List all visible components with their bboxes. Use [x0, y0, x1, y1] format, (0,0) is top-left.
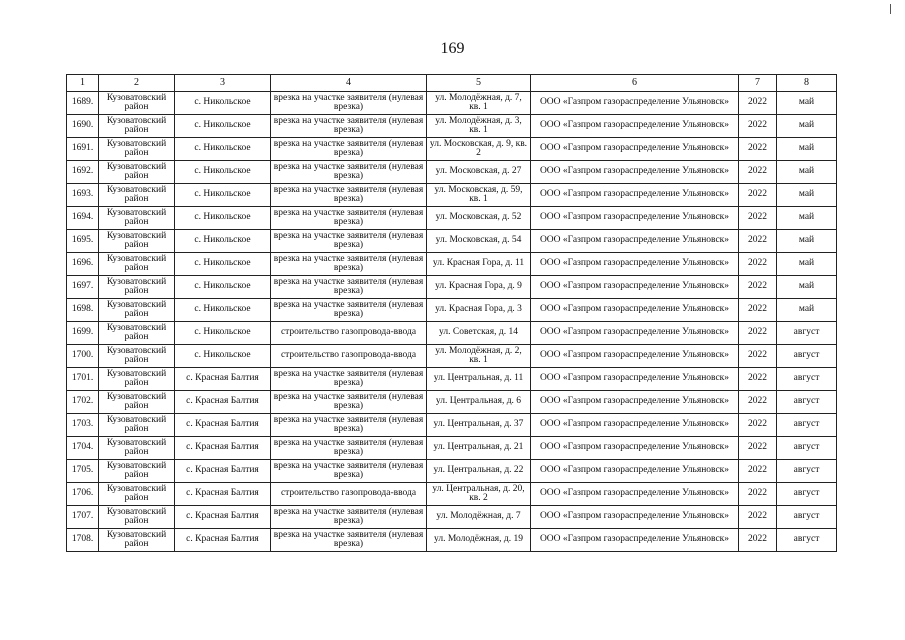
- address-cell: ул. Молодёжная, д. 3, кв. 1: [427, 115, 531, 138]
- month-cell: август: [777, 345, 837, 368]
- year-cell: 2022: [739, 138, 777, 161]
- district-cell: Кузоватовский район: [99, 437, 175, 460]
- table-row: [67, 437, 837, 460]
- work-type-cell: врезка на участке заявителя (нулевая врезка): [271, 161, 427, 184]
- district-cell: Кузоватовский район: [99, 138, 175, 161]
- table-row: [67, 345, 837, 368]
- row-number: 1702.: [67, 391, 99, 414]
- year-cell: 2022: [739, 414, 777, 437]
- organization-cell: ООО «Газпром газораспределение Ульяновск»: [531, 184, 739, 207]
- column-header: 5: [427, 75, 531, 92]
- table-row: [67, 483, 837, 506]
- settlement-cell: с. Никольское: [175, 299, 271, 322]
- row-number: 1705.: [67, 460, 99, 483]
- district-cell: Кузоватовский район: [99, 529, 175, 552]
- row-number: 1698.: [67, 299, 99, 322]
- district-cell: Кузоватовский район: [99, 115, 175, 138]
- row-number: 1701.: [67, 368, 99, 391]
- district-cell: Кузоватовский район: [99, 299, 175, 322]
- work-type-cell: врезка на участке заявителя (нулевая врезка): [271, 391, 427, 414]
- work-type-cell: строительство газопровода-ввода: [271, 345, 427, 368]
- table-row: [67, 138, 837, 161]
- settlement-cell: с. Никольское: [175, 253, 271, 276]
- month-cell: август: [777, 460, 837, 483]
- organization-cell: ООО «Газпром газораспределение Ульяновск»: [531, 345, 739, 368]
- address-cell: ул. Московская, д. 27: [427, 161, 531, 184]
- address-cell: ул. Молодёжная, д. 7: [427, 506, 531, 529]
- column-header: 2: [99, 75, 175, 92]
- month-cell: май: [777, 138, 837, 161]
- row-number: 1693.: [67, 184, 99, 207]
- organization-cell: ООО «Газпром газораспределение Ульяновск»: [531, 414, 739, 437]
- district-cell: Кузоватовский район: [99, 253, 175, 276]
- organization-cell: ООО «Газпром газораспределение Ульяновск»: [531, 92, 739, 115]
- work-type-cell: строительство газопровода-ввода: [271, 322, 427, 345]
- header-row: [67, 75, 837, 92]
- address-cell: ул. Московская, д. 52: [427, 207, 531, 230]
- address-cell: ул. Красная Гора, д. 3: [427, 299, 531, 322]
- address-cell: ул. Московская, д. 59, кв. 1: [427, 184, 531, 207]
- organization-cell: ООО «Газпром газораспределение Ульяновск»: [531, 138, 739, 161]
- work-type-cell: врезка на участке заявителя (нулевая врезка): [271, 506, 427, 529]
- row-number: 1707.: [67, 506, 99, 529]
- settlement-cell: с. Никольское: [175, 207, 271, 230]
- settlement-cell: с. Красная Балтия: [175, 414, 271, 437]
- year-cell: 2022: [739, 322, 777, 345]
- table-row: [67, 161, 837, 184]
- organization-cell: ООО «Газпром газораспределение Ульяновск»: [531, 322, 739, 345]
- work-type-cell: врезка на участке заявителя (нулевая врезка): [271, 230, 427, 253]
- table-body: [67, 92, 837, 552]
- year-cell: 2022: [739, 276, 777, 299]
- settlement-cell: с. Никольское: [175, 115, 271, 138]
- month-cell: май: [777, 207, 837, 230]
- year-cell: 2022: [739, 161, 777, 184]
- address-cell: ул. Центральная, д. 22: [427, 460, 531, 483]
- organization-cell: ООО «Газпром газораспределение Ульяновск»: [531, 460, 739, 483]
- table-row: [67, 253, 837, 276]
- address-cell: ул. Московская, д. 9, кв. 2: [427, 138, 531, 161]
- work-type-cell: врезка на участке заявителя (нулевая врезка): [271, 299, 427, 322]
- year-cell: 2022: [739, 184, 777, 207]
- settlement-cell: с. Красная Балтия: [175, 506, 271, 529]
- page-number: 169: [440, 40, 465, 57]
- settlement-cell: с. Никольское: [175, 184, 271, 207]
- month-cell: май: [777, 230, 837, 253]
- year-cell: 2022: [739, 230, 777, 253]
- month-cell: август: [777, 483, 837, 506]
- work-type-cell: врезка на участке заявителя (нулевая врезка): [271, 414, 427, 437]
- work-type-cell: врезка на участке заявителя (нулевая врезка): [271, 92, 427, 115]
- table-row: [67, 230, 837, 253]
- table-row: [67, 460, 837, 483]
- organization-cell: ООО «Газпром газораспределение Ульяновск»: [531, 391, 739, 414]
- column-header: 4: [271, 75, 427, 92]
- settlement-cell: с. Красная Балтия: [175, 460, 271, 483]
- organization-cell: ООО «Газпром газораспределение Ульяновск»: [531, 276, 739, 299]
- row-number: 1696.: [67, 253, 99, 276]
- work-type-cell: врезка на участке заявителя (нулевая врезка): [271, 437, 427, 460]
- work-type-cell: врезка на участке заявителя (нулевая врезка): [271, 460, 427, 483]
- work-type-cell: врезка на участке заявителя (нулевая врезка): [271, 138, 427, 161]
- organization-cell: ООО «Газпром газораспределение Ульяновск»: [531, 529, 739, 552]
- address-cell: ул. Красная Гора, д. 11: [427, 253, 531, 276]
- month-cell: август: [777, 506, 837, 529]
- district-cell: Кузоватовский район: [99, 230, 175, 253]
- year-cell: 2022: [739, 345, 777, 368]
- address-cell: ул. Центральная, д. 11: [427, 368, 531, 391]
- table-row: [67, 529, 837, 552]
- settlement-cell: с. Красная Балтия: [175, 368, 271, 391]
- district-cell: Кузоватовский район: [99, 207, 175, 230]
- district-cell: Кузоватовский район: [99, 414, 175, 437]
- settlement-cell: с. Красная Балтия: [175, 437, 271, 460]
- work-type-cell: врезка на участке заявителя (нулевая врезка): [271, 529, 427, 552]
- table-row: [67, 322, 837, 345]
- organization-cell: ООО «Газпром газораспределение Ульяновск»: [531, 483, 739, 506]
- column-header: 8: [777, 75, 837, 92]
- table-row: [67, 207, 837, 230]
- work-type-cell: врезка на участке заявителя (нулевая врезка): [271, 276, 427, 299]
- district-cell: Кузоватовский район: [99, 391, 175, 414]
- year-cell: 2022: [739, 92, 777, 115]
- address-cell: ул. Центральная, д. 6: [427, 391, 531, 414]
- settlement-cell: с. Никольское: [175, 276, 271, 299]
- settlement-cell: с. Красная Балтия: [175, 483, 271, 506]
- table-row: [67, 299, 837, 322]
- address-cell: ул. Центральная, д. 20, кв. 2: [427, 483, 531, 506]
- district-cell: Кузоватовский район: [99, 506, 175, 529]
- organization-cell: ООО «Газпром газораспределение Ульяновск»: [531, 299, 739, 322]
- month-cell: август: [777, 437, 837, 460]
- district-cell: Кузоватовский район: [99, 92, 175, 115]
- address-cell: ул. Советская, д. 14: [427, 322, 531, 345]
- column-header: 1: [67, 75, 99, 92]
- row-number: 1703.: [67, 414, 99, 437]
- month-cell: май: [777, 92, 837, 115]
- row-number: 1708.: [67, 529, 99, 552]
- organization-cell: ООО «Газпром газораспределение Ульяновск»: [531, 437, 739, 460]
- address-cell: ул. Молодёжная, д. 19: [427, 529, 531, 552]
- month-cell: август: [777, 391, 837, 414]
- organization-cell: ООО «Газпром газораспределение Ульяновск»: [531, 207, 739, 230]
- settlement-cell: с. Никольское: [175, 92, 271, 115]
- settlement-cell: с. Красная Балтия: [175, 529, 271, 552]
- organization-cell: ООО «Газпром газораспределение Ульяновск»: [531, 506, 739, 529]
- month-cell: май: [777, 184, 837, 207]
- district-cell: Кузоватовский район: [99, 460, 175, 483]
- year-cell: 2022: [739, 368, 777, 391]
- row-number: 1692.: [67, 161, 99, 184]
- row-number: 1699.: [67, 322, 99, 345]
- settlement-cell: с. Никольское: [175, 138, 271, 161]
- district-cell: Кузоватовский район: [99, 276, 175, 299]
- work-type-cell: врезка на участке заявителя (нулевая врезка): [271, 184, 427, 207]
- settlement-cell: с. Никольское: [175, 161, 271, 184]
- district-cell: Кузоватовский район: [99, 161, 175, 184]
- district-cell: Кузоватовский район: [99, 184, 175, 207]
- organization-cell: ООО «Газпром газораспределение Ульяновск»: [531, 368, 739, 391]
- year-cell: 2022: [739, 506, 777, 529]
- organization-cell: ООО «Газпром газораспределение Ульяновск»: [531, 230, 739, 253]
- column-header: 7: [739, 75, 777, 92]
- table-row: [67, 368, 837, 391]
- address-cell: ул. Центральная, д. 21: [427, 437, 531, 460]
- row-number: 1694.: [67, 207, 99, 230]
- settlement-cell: с. Никольское: [175, 322, 271, 345]
- month-cell: август: [777, 414, 837, 437]
- organization-cell: ООО «Газпром газораспределение Ульяновск»: [531, 161, 739, 184]
- address-cell: ул. Красная Гора, д. 9: [427, 276, 531, 299]
- work-type-cell: врезка на участке заявителя (нулевая врезка): [271, 115, 427, 138]
- address-cell: ул. Молодёжная, д. 7, кв. 1: [427, 92, 531, 115]
- scan-edge-mark: [890, 4, 899, 14]
- year-cell: 2022: [739, 299, 777, 322]
- row-number: 1695.: [67, 230, 99, 253]
- row-number: 1697.: [67, 276, 99, 299]
- row-number: 1700.: [67, 345, 99, 368]
- month-cell: май: [777, 115, 837, 138]
- month-cell: август: [777, 529, 837, 552]
- column-header: 6: [531, 75, 739, 92]
- organization-cell: ООО «Газпром газораспределение Ульяновск»: [531, 253, 739, 276]
- table-row: [67, 276, 837, 299]
- year-cell: 2022: [739, 483, 777, 506]
- work-type-cell: врезка на участке заявителя (нулевая врезка): [271, 253, 427, 276]
- year-cell: 2022: [739, 207, 777, 230]
- table-row: [67, 506, 837, 529]
- year-cell: 2022: [739, 437, 777, 460]
- month-cell: май: [777, 253, 837, 276]
- row-number: 1704.: [67, 437, 99, 460]
- month-cell: август: [777, 322, 837, 345]
- row-number: 1691.: [67, 138, 99, 161]
- organization-cell: ООО «Газпром газораспределение Ульяновск»: [531, 115, 739, 138]
- year-cell: 2022: [739, 529, 777, 552]
- district-cell: Кузоватовский район: [99, 322, 175, 345]
- column-header: 3: [175, 75, 271, 92]
- district-cell: Кузоватовский район: [99, 483, 175, 506]
- settlement-cell: с. Красная Балтия: [175, 391, 271, 414]
- work-type-cell: врезка на участке заявителя (нулевая врезка): [271, 207, 427, 230]
- settlement-cell: с. Никольское: [175, 345, 271, 368]
- table-row: [67, 391, 837, 414]
- address-cell: ул. Центральная, д. 37: [427, 414, 531, 437]
- row-number: 1706.: [67, 483, 99, 506]
- row-number: 1689.: [67, 92, 99, 115]
- settlement-cell: с. Никольское: [175, 230, 271, 253]
- address-cell: ул. Московская, д. 54: [427, 230, 531, 253]
- work-type-cell: врезка на участке заявителя (нулевая врезка): [271, 368, 427, 391]
- table-row: [67, 92, 837, 115]
- year-cell: 2022: [739, 391, 777, 414]
- table-row: [67, 184, 837, 207]
- address-cell: ул. Молодёжная, д. 2, кв. 1: [427, 345, 531, 368]
- year-cell: 2022: [739, 253, 777, 276]
- row-number: 1690.: [67, 115, 99, 138]
- month-cell: август: [777, 368, 837, 391]
- district-cell: Кузоватовский район: [99, 345, 175, 368]
- month-cell: май: [777, 161, 837, 184]
- year-cell: 2022: [739, 115, 777, 138]
- year-cell: 2022: [739, 460, 777, 483]
- district-cell: Кузоватовский район: [99, 368, 175, 391]
- table-row: [67, 414, 837, 437]
- month-cell: май: [777, 299, 837, 322]
- table-row: [67, 115, 837, 138]
- work-type-cell: строительство газопровода-ввода: [271, 483, 427, 506]
- gasification-table: [66, 74, 837, 552]
- month-cell: май: [777, 276, 837, 299]
